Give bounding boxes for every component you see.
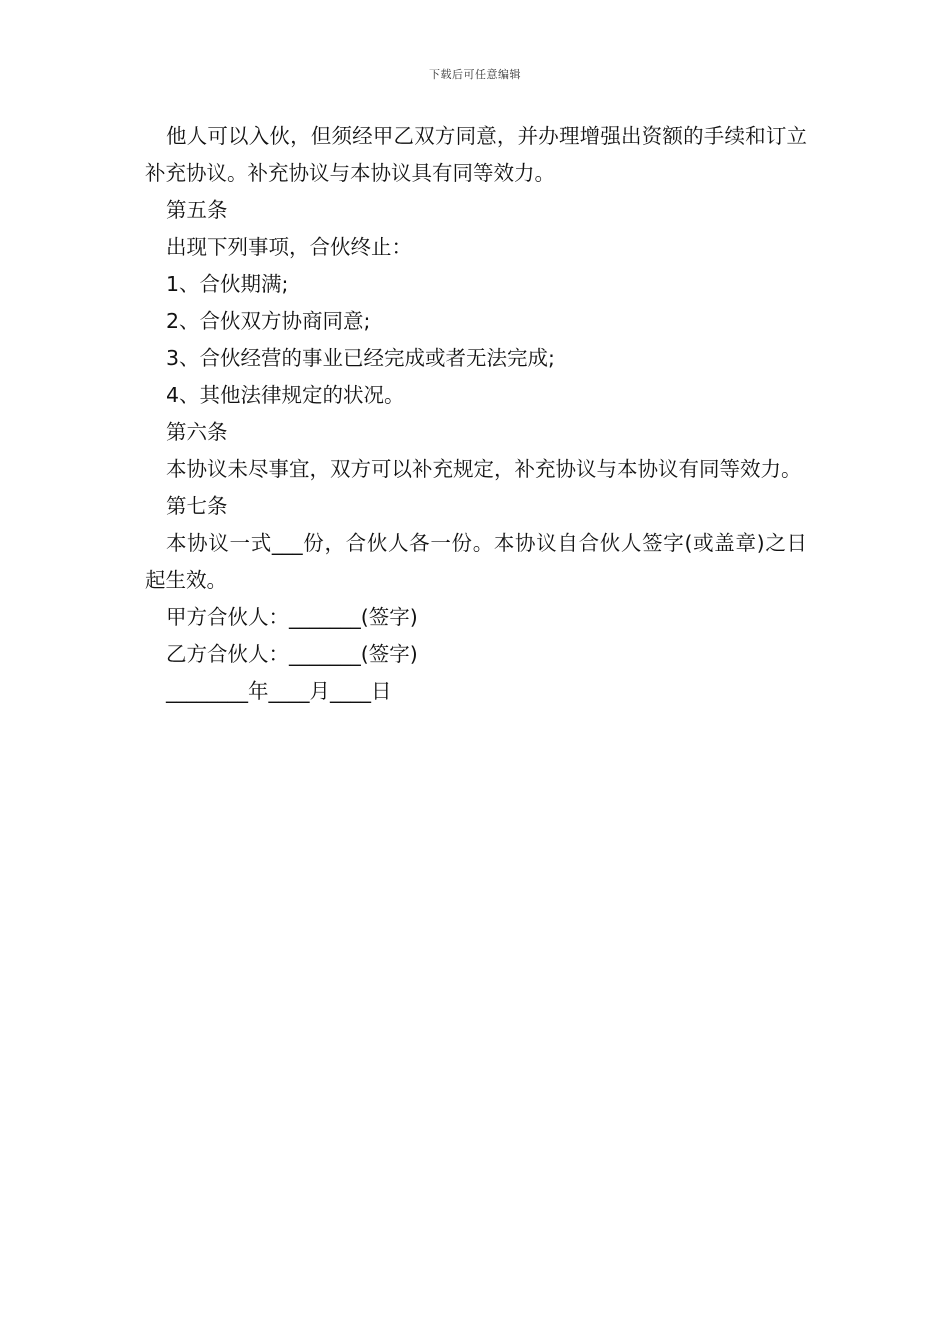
article-6-heading: 第六条 [166,420,228,444]
termination-item-4: 4、其他法律规定的状况。 [166,383,405,407]
party-b-signature-line: 乙方合伙人：_______(签字) [166,642,418,666]
party-a-signature-line: 甲方合伙人：_______(签字) [166,605,418,629]
termination-item-1: 1、合伙期满; [166,272,289,296]
article-7-heading: 第七条 [166,494,228,518]
paragraph-admission-clause: 他人可以入伙，但须经甲乙双方同意，并办理增强出资额的手续和订立补充协议。补充协议与本协议具有同等效力。 [145,124,807,185]
paragraph-supplementary-clause: 本协议未尽事宜，双方可以补充规定，补充协议与本协议有同等效力。 [166,457,802,481]
termination-item-2: 2、合伙双方协商同意; [166,309,371,333]
date-line: ________年____月____日 [166,679,392,703]
article-5-heading: 第五条 [166,198,228,222]
page-header-note: 下载后可任意编辑 [429,68,521,81]
termination-item-3: 3、合伙经营的事业已经完成或者无法完成; [166,346,555,370]
paragraph-copies-clause: 本协议一式___份，合伙人各一份。本协议自合伙人签字(或盖章)之日起生效。 [145,531,807,592]
document-body [145,118,807,710]
termination-intro: 出现下列事项，合伙终止： [166,235,412,259]
